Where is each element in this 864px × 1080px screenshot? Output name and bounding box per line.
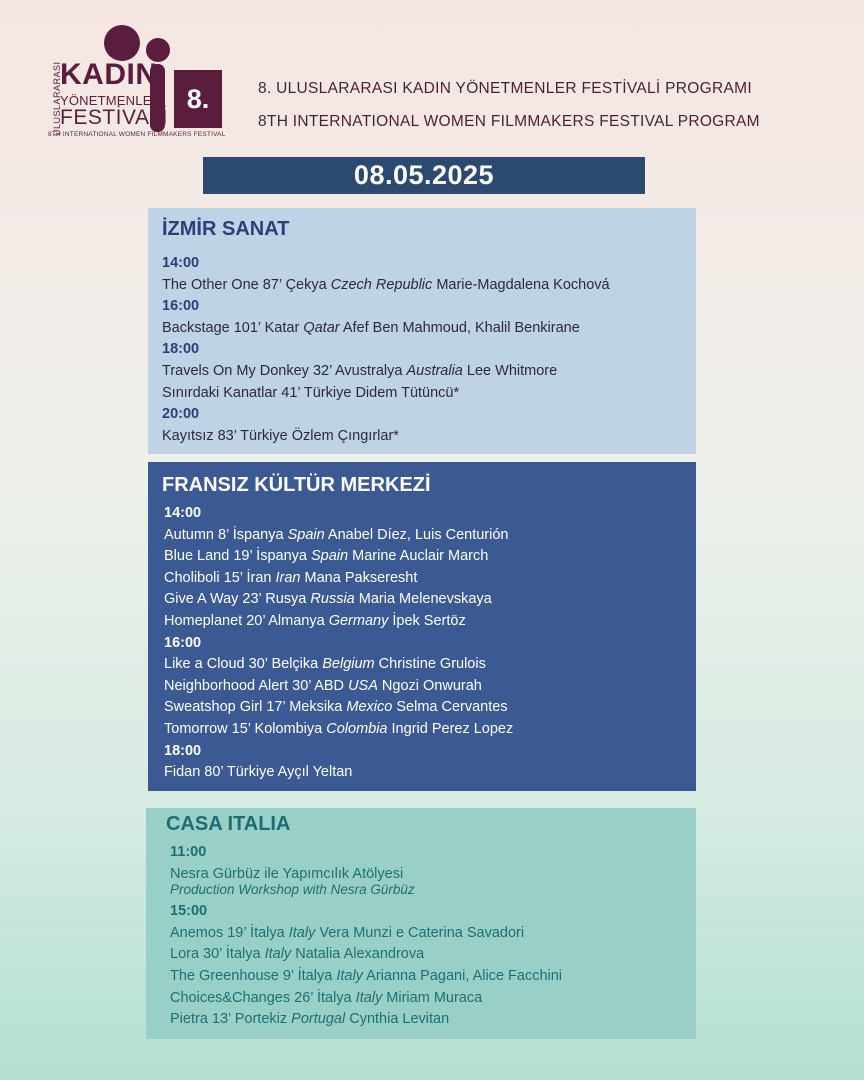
logo-english-text: 8TH INTERNATIONAL WOMEN FILMMAKERS FESTIVAL [48, 131, 226, 138]
logo-dot-large [104, 25, 140, 61]
film-entry [162, 611, 696, 633]
film-title: Kayıtsız 83’ Türkiye [162, 427, 288, 444]
film-entry [160, 923, 696, 945]
film-country-english: USA [348, 677, 378, 694]
venue-name: FRANSIZ KÜLTÜR MERKEZİ [162, 474, 431, 496]
program-date: 08.05.2025 [203, 157, 645, 194]
film-entry [162, 383, 696, 405]
film-title: Choices&Changes 26’ İtalya [170, 989, 352, 1006]
film-country-english: Belgium [322, 656, 375, 673]
screening-time: 18:00 [164, 742, 202, 759]
film-entry [162, 697, 696, 719]
film-title: Pietra 13’ Portekiz [170, 1011, 288, 1028]
film-entry [162, 361, 696, 383]
venue-box-izmir-sanat [148, 208, 696, 454]
film-director: Vera Munzi e Caterina Savadori [319, 924, 525, 941]
film-entry [162, 654, 696, 676]
film-entry [162, 676, 696, 698]
venue-name: İZMİR SANAT [162, 218, 290, 240]
film-title: Lora 30’ İtalya [170, 946, 261, 963]
film-country-english: Italy [264, 946, 292, 963]
film-director: Mana Pakseresht [304, 569, 418, 586]
film-title: Like a Cloud 30’ Belçika [164, 656, 319, 673]
film-director: Ayçıl Yeltan [277, 764, 353, 781]
film-entry [162, 318, 696, 340]
event-subtitle: Production Workshop with Nesra Gürbüz [170, 882, 415, 898]
film-title: Fidan 80’ Türkiye [164, 764, 275, 781]
film-director: Marine Auclair March [352, 548, 489, 565]
film-country-english: Portugal [291, 1011, 346, 1028]
film-title: Backstage 101’ Katar [162, 319, 300, 336]
film-title: The Greenhouse 9’ İtalya [170, 967, 333, 984]
screening-time: 18:00 [162, 341, 200, 358]
film-title: Choliboli 15’ İran [164, 569, 272, 586]
film-director: Didem Tütüncü* [355, 384, 460, 401]
film-director: Arianna Pagani, Alice Facchini [366, 967, 563, 984]
film-director: Cynthia Levitan [349, 1011, 450, 1028]
screening-time: 15:00 [170, 903, 208, 920]
film-country-english: Qatar [303, 319, 340, 336]
film-director: Ngozi Onwurah [381, 677, 482, 694]
screening-time: 11:00 [170, 844, 207, 860]
festival-logo [46, 22, 236, 142]
film-title: Give A Way 23’ Rusya [164, 591, 307, 608]
film-country-english: Australia [406, 362, 463, 379]
film-director: Ingrid Perez Lopez [391, 720, 514, 737]
film-country-english: Iran [275, 569, 301, 586]
film-director: Marie-Magdalena Kochová [436, 276, 610, 293]
logo-side-text: ULUSLARARASI [52, 61, 62, 136]
film-director: Christine Grulois [378, 656, 486, 673]
film-title: Homeplanet 20’ Almanya [164, 612, 325, 629]
film-director: Afef Ben Mahmoud, Khalil Benkirane [342, 319, 580, 336]
film-title: Anemos 19’ İtalya [170, 924, 285, 941]
venue-name: CASA ITALIA [166, 813, 291, 835]
venue-box-casa-italia [146, 808, 696, 1039]
film-title: Sweatshop Girl 17’ Meksika [164, 699, 343, 716]
film-director: Lee Whitmore [466, 362, 558, 379]
film-director: Özlem Çıngırlar* [291, 427, 399, 444]
film-director: Anabel Díez, Luis Centurión [327, 526, 509, 543]
film-country-english: Spain [287, 526, 325, 543]
film-entry [162, 275, 696, 297]
logo-yonetmenler-text: YÖNETMENLER [60, 93, 162, 108]
screening-time: 16:00 [164, 634, 202, 651]
header-title-turkish: 8. ULUSLARARASI KADIN YÖNETMENLER FESTİVALİ PROGRAMI [258, 80, 752, 97]
film-country-english: Russia [310, 591, 355, 608]
film-entry [162, 568, 696, 590]
screening-time: 16:00 [162, 298, 200, 315]
film-director: Selma Cervantes [396, 699, 508, 716]
film-country-english: Mexico [346, 699, 393, 716]
film-country-english: Germany [328, 612, 389, 629]
film-entry [160, 944, 696, 966]
film-country-english: Italy [288, 924, 316, 941]
film-title: Autumn 8’ İspanya [164, 526, 284, 543]
film-country-english: Italy [355, 989, 383, 1006]
screening-time: 14:00 [162, 255, 200, 271]
film-title: Blue Land 19’ İspanya [164, 548, 307, 565]
header-title-english: 8TH INTERNATIONAL WOMEN FILMMAKERS FESTIVAL PROGRAM [258, 113, 760, 130]
film-director: Miriam Muraca [386, 989, 483, 1006]
logo-edition-badge: 8. [174, 70, 222, 128]
logo-festivali-text: FESTİVALİ [60, 106, 168, 129]
film-title: Sınırdaki Kanatlar 41’ Türkiye [162, 384, 352, 401]
film-country-english: Italy [336, 967, 363, 984]
film-title: Nesra Gürbüz ile Yapımcılık Atölyesi [170, 865, 404, 882]
screening-time: 14:00 [164, 505, 202, 521]
film-entry [160, 966, 696, 988]
film-country-english: Czech Republic [330, 276, 433, 293]
film-title: The Other One 87’ Çekya [162, 276, 327, 293]
film-entry [162, 426, 696, 448]
film-title: Tomorrow 15’ Kolombiya [164, 720, 323, 737]
film-entry [162, 525, 696, 547]
film-title: Neighborhood Alert 30’ ABD [164, 677, 345, 694]
film-entry [162, 719, 696, 741]
film-entry [160, 988, 696, 1010]
venue-box-fransiz-kultur [148, 462, 696, 791]
screening-time: 20:00 [162, 406, 200, 423]
logo-kadin-text: KADIN [60, 58, 158, 91]
film-entry [162, 762, 696, 784]
film-entry [162, 589, 696, 611]
film-country-english: Spain [311, 548, 349, 565]
film-country-english: Colombia [326, 720, 388, 737]
film-title: Travels On My Donkey 32’ Avustralya [162, 362, 403, 379]
film-entry [162, 546, 696, 568]
film-director: Maria Melenevskaya [358, 591, 492, 608]
film-director: Natalia Alexandrova [295, 946, 425, 963]
film-entry [160, 1009, 696, 1031]
film-director: İpek Sertöz [392, 612, 466, 629]
